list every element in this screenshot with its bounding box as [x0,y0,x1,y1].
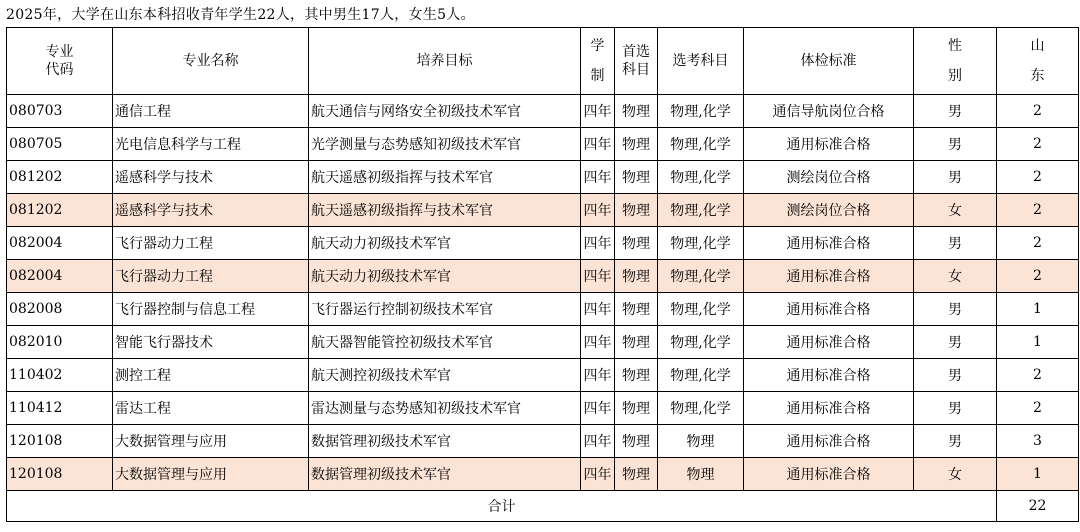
shandong-count-cell: 1 [997,326,1079,359]
major-name-cell: 飞行器动力工程 [113,260,309,293]
header-shandong-line1: 山 [1030,38,1045,54]
header-gender [914,28,997,95]
gender-cell: 男 [914,128,997,161]
page-caption: 2025年，大学在山东本科招收青年学生22人，其中男生17人，女生5人。 [6,7,475,23]
duration-cell: 四年 [581,161,615,194]
gender-cell: 男 [914,326,997,359]
header-training-goal: 培养目标 [309,28,581,95]
header-physical-standard: 体检标准 [744,28,914,95]
major-code-cell: 110402 [7,359,113,392]
gender-cell: 男 [914,293,997,326]
header-duration [581,28,615,95]
elective-subjects-cell: 物理 [658,458,744,491]
major-name-cell: 大数据管理与应用 [113,458,309,491]
major-code-cell: 081202 [7,161,113,194]
header-shandong-count [997,28,1079,95]
table-row [7,293,1079,326]
gender-cell: 男 [914,161,997,194]
table-row [7,392,1079,425]
table-row [7,326,1079,359]
header-major-name: 专业名称 [113,28,309,95]
header-first-subject-line1: 首选 [622,44,650,60]
elective-subjects-cell: 物理,化学 [658,260,744,293]
elective-subjects-cell: 物理 [658,425,744,458]
duration-cell: 四年 [581,293,615,326]
elective-subjects-cell: 物理,化学 [658,293,744,326]
major-name-cell: 遥感科学与技术 [113,194,309,227]
major-name-cell: 测控工程 [113,359,309,392]
training-goal-cell: 航天动力初级技术军官 [309,227,581,260]
first-subject-cell: 物理 [615,326,658,359]
enrollment-table [6,27,1079,522]
major-name-cell: 飞行器动力工程 [113,227,309,260]
physical-standard-cell: 测绘岗位合格 [744,194,914,227]
header-first-subject [615,28,658,95]
duration-cell: 四年 [581,425,615,458]
major-code-cell: 120108 [7,458,113,491]
major-name-cell: 光电信息科学与工程 [113,128,309,161]
first-subject-cell: 物理 [615,128,658,161]
header-elective-subjects: 选考科目 [658,28,744,95]
header-gender-line2: 别 [948,68,962,84]
table-row [7,161,1079,194]
shandong-count-cell: 3 [997,425,1079,458]
major-code-cell: 081202 [7,194,113,227]
total-label: 合计 [7,491,997,522]
gender-cell: 女 [914,458,997,491]
first-subject-cell: 物理 [615,95,658,128]
training-goal-cell: 航天遥感初级指挥与技术军官 [309,161,581,194]
shandong-count-cell: 2 [997,128,1079,161]
gender-cell: 男 [914,359,997,392]
total-row [7,491,1079,522]
major-code-cell: 120108 [7,425,113,458]
training-goal-cell: 数据管理初级技术军官 [309,425,581,458]
training-goal-cell: 航天遥感初级指挥与技术军官 [309,194,581,227]
gender-cell: 男 [914,392,997,425]
shandong-count-cell: 2 [997,161,1079,194]
table-row [7,128,1079,161]
duration-cell: 四年 [581,359,615,392]
training-goal-cell: 雷达测量与态势感知初级技术军官 [309,392,581,425]
elective-subjects-cell: 物理,化学 [658,161,744,194]
physical-standard-cell: 测绘岗位合格 [744,161,914,194]
first-subject-cell: 物理 [615,227,658,260]
table-row [7,194,1079,227]
major-code-cell: 080705 [7,128,113,161]
first-subject-cell: 物理 [615,260,658,293]
elective-subjects-cell: 物理,化学 [658,194,744,227]
duration-cell: 四年 [581,392,615,425]
elective-subjects-cell: 物理,化学 [658,359,744,392]
major-code-cell: 082010 [7,326,113,359]
shandong-count-cell: 1 [997,293,1079,326]
gender-cell: 男 [914,95,997,128]
physical-standard-cell: 通信导航岗位合格 [744,95,914,128]
training-goal-cell: 航天测控初级技术军官 [309,359,581,392]
header-major-code-line1: 专业 [45,44,74,60]
training-goal-cell: 航天动力初级技术军官 [309,260,581,293]
table-row [7,260,1079,293]
major-name-cell: 智能飞行器技术 [113,326,309,359]
training-goal-cell: 航天通信与网络安全初级技术军官 [309,95,581,128]
first-subject-cell: 物理 [615,359,658,392]
header-major-code-line2: 代码 [45,62,74,78]
physical-standard-cell: 通用标准合格 [744,227,914,260]
shandong-count-cell: 1 [997,458,1079,491]
shandong-count-cell: 2 [997,194,1079,227]
training-goal-cell: 航天器智能管控初级技术军官 [309,326,581,359]
physical-standard-cell: 通用标准合格 [744,326,914,359]
major-code-cell: 110412 [7,392,113,425]
duration-cell: 四年 [581,128,615,161]
table-row [7,425,1079,458]
shandong-count-cell: 2 [997,260,1079,293]
table-header-row [7,28,1079,95]
gender-cell: 女 [914,260,997,293]
major-code-cell: 082008 [7,293,113,326]
header-gender-line1: 性 [948,38,962,54]
first-subject-cell: 物理 [615,392,658,425]
major-name-cell: 通信工程 [113,95,309,128]
physical-standard-cell: 通用标准合格 [744,293,914,326]
duration-cell: 四年 [581,227,615,260]
physical-standard-cell: 通用标准合格 [744,392,914,425]
header-major-code [7,28,113,95]
header-duration-line1: 学 [590,38,605,54]
duration-cell: 四年 [581,458,615,491]
gender-cell: 男 [914,425,997,458]
first-subject-cell: 物理 [615,425,658,458]
gender-cell: 女 [914,194,997,227]
duration-cell: 四年 [581,260,615,293]
major-name-cell: 雷达工程 [113,392,309,425]
first-subject-cell: 物理 [615,293,658,326]
table-row [7,458,1079,491]
physical-standard-cell: 通用标准合格 [744,128,914,161]
physical-standard-cell: 通用标准合格 [744,359,914,392]
elective-subjects-cell: 物理,化学 [658,128,744,161]
major-code-cell: 082004 [7,260,113,293]
training-goal-cell: 飞行器运行控制初级技术军官 [309,293,581,326]
major-name-cell: 飞行器控制与信息工程 [113,293,309,326]
duration-cell: 四年 [581,95,615,128]
header-shandong-line2: 东 [1030,68,1045,84]
duration-cell: 四年 [581,326,615,359]
major-code-cell: 082004 [7,227,113,260]
training-goal-cell: 数据管理初级技术军官 [309,458,581,491]
first-subject-cell: 物理 [615,161,658,194]
shandong-count-cell: 2 [997,392,1079,425]
elective-subjects-cell: 物理,化学 [658,95,744,128]
physical-standard-cell: 通用标准合格 [744,425,914,458]
table-row [7,227,1079,260]
shandong-count-cell: 2 [997,227,1079,260]
shandong-count-cell: 2 [997,359,1079,392]
shandong-count-cell: 2 [997,95,1079,128]
header-duration-line2: 制 [590,68,605,84]
header-first-subject-line2: 科目 [622,62,650,78]
elective-subjects-cell: 物理,化学 [658,227,744,260]
table-row [7,359,1079,392]
total-value: 22 [997,491,1079,522]
major-name-cell: 遥感科学与技术 [113,161,309,194]
duration-cell: 四年 [581,194,615,227]
physical-standard-cell: 通用标准合格 [744,458,914,491]
first-subject-cell: 物理 [615,194,658,227]
major-code-cell: 080703 [7,95,113,128]
gender-cell: 男 [914,227,997,260]
elective-subjects-cell: 物理,化学 [658,326,744,359]
major-name-cell: 大数据管理与应用 [113,425,309,458]
table-body [7,95,1079,491]
table-row [7,95,1079,128]
training-goal-cell: 光学测量与态势感知初级技术军官 [309,128,581,161]
elective-subjects-cell: 物理,化学 [658,392,744,425]
physical-standard-cell: 通用标准合格 [744,260,914,293]
first-subject-cell: 物理 [615,458,658,491]
